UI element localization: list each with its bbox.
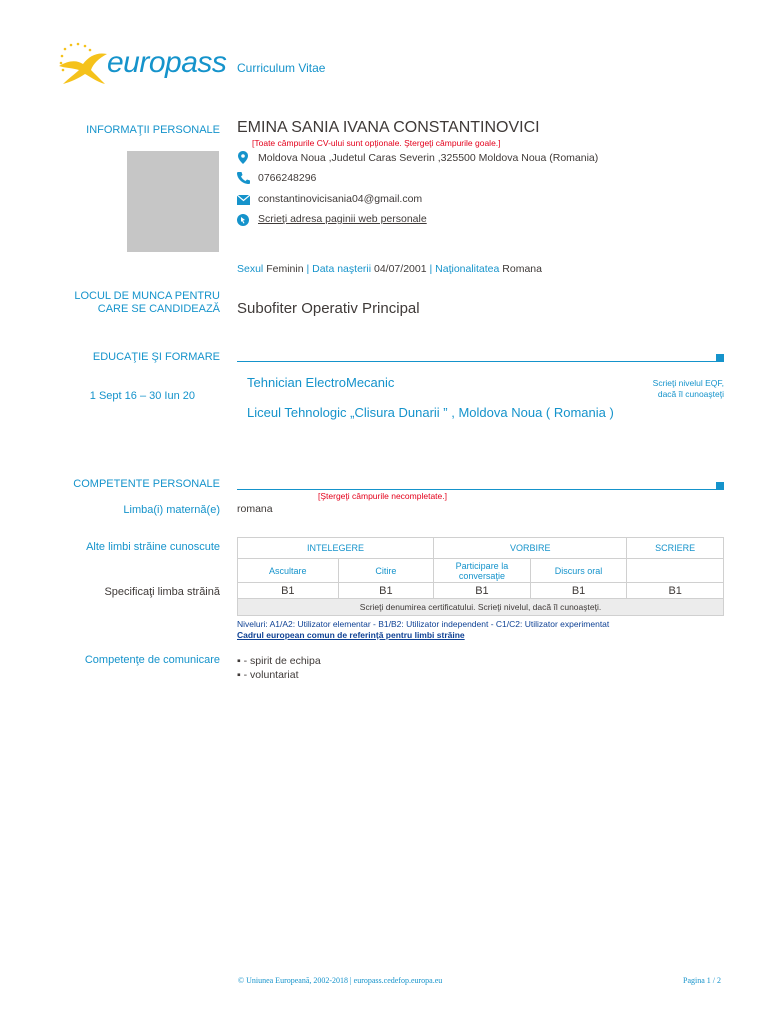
photo-placeholder <box>127 151 219 252</box>
sex-value: Feminin <box>266 263 304 275</box>
col-understanding: INTELEGERE <box>238 538 434 559</box>
eqf-note-line2: dacă îl cunoaşteţi <box>657 389 724 399</box>
section-marker <box>716 482 724 490</box>
section-competences-label: COMPETENTE PERSONALE <box>73 478 220 490</box>
footer-copyright: © Uniunea Europeană, 2002-2018 | europass.cedefop.europa.eu <box>238 976 443 985</box>
location-icon <box>238 151 248 164</box>
website-icon <box>237 214 249 226</box>
email[interactable]: constantinovicisania04@gmail.com <box>258 193 423 205</box>
mother-tongue-label: Limba(i) maternă(e) <box>123 504 220 516</box>
levels-legend: Niveluri: A1/A2: Utilizator elementar - B1/B2: Utilizator independent - C1/C2: Utilizator experimentat <box>237 619 610 629</box>
birth-label: Data naşterii <box>312 263 372 275</box>
footer-page: Pagina 1 / 2 <box>683 976 721 985</box>
level-production: B1 <box>530 583 627 599</box>
col-speaking: VORBIRE <box>434 538 627 559</box>
doc-title: Curriculum Vitae <box>237 61 326 75</box>
sex-label: Sexul <box>237 263 264 275</box>
eqf-note-line1: Scrieţi nivelul EQF, <box>652 378 724 388</box>
col-writing: SCRIERE <box>627 538 724 559</box>
job-label <box>30 290 220 316</box>
education-institution: Liceul Tehnologic „Clisura Dunarii ” , Moldova Noua ( Romania ) <box>247 405 614 420</box>
section-divider <box>237 361 717 362</box>
optional-note: [Toate câmpurile CV-ului sunt opţionale. Ştergeţi câmpurile goale.] <box>252 138 501 148</box>
candidate-name: EMINA SANIA IVANA CONSTANTINOVICI <box>237 119 540 136</box>
birth-value: 04/07/2001 <box>374 263 427 275</box>
personal-details-line <box>237 263 542 275</box>
section-education-label: EDUCAŢIE ŞI FORMARE <box>92 351 220 363</box>
section-personal-label: INFORMAŢII PERSONALE <box>86 124 220 136</box>
phone-icon <box>237 172 250 184</box>
level-writing: B1 <box>627 583 724 599</box>
other-langs-label: Alte limbi străine cunoscute <box>86 541 220 553</box>
education-dates: 1 Sept 16 – 30 Iun 20 <box>89 390 195 402</box>
sub-production: Discurs oral <box>530 559 627 583</box>
bullet: ▪ <box>237 669 244 681</box>
communication-list <box>237 654 321 682</box>
job-value: Subofiter Operativ Principal <box>237 300 420 317</box>
certificate-note: Scrieţi denumirea certificatului. Scrieţi nivelul, dacă îl cunoaşteţi. <box>238 599 724 616</box>
nationality-label: Naţionalitatea <box>435 263 500 275</box>
bullet: ▪ <box>237 655 244 667</box>
eqf-note <box>620 378 724 400</box>
list-item: ▪ - spirit de echipa <box>237 655 321 667</box>
mother-tongue-value: romana <box>237 503 273 515</box>
sub-reading: Citire <box>338 559 434 583</box>
language-table <box>237 537 724 616</box>
separator: | <box>306 263 310 275</box>
europass-logo <box>55 40 225 90</box>
section-divider <box>237 489 717 490</box>
list-item: ▪ - voluntariat <box>237 669 299 681</box>
level-interaction: B1 <box>434 583 531 599</box>
level-reading: B1 <box>338 583 434 599</box>
separator: | <box>429 263 433 275</box>
delete-note: [Ştergeţi câmpurile necompletate.] <box>318 491 447 501</box>
sub-listening: Ascultare <box>238 559 339 583</box>
website-link[interactable]: Scrieţi adresa paginii web personale <box>258 213 427 225</box>
nationality-value: Romana <box>502 263 542 275</box>
phone: 0766248296 <box>258 172 317 184</box>
level-listening: B1 <box>238 583 339 599</box>
cefr-link[interactable]: Cadrul european comun de referinţă pentru limbi străine <box>237 630 465 640</box>
sub-interaction: Participare la conversaţie <box>434 559 531 583</box>
address: Moldova Noua ,Judetul Caras Severin ,325500 Moldova Noua (Romania) <box>258 152 599 164</box>
job-label-line1: LOCUL DE MUNCA PENTRU <box>74 290 220 302</box>
specify-lang-label: Specificaţi limba străină <box>104 586 220 598</box>
education-qualification: Tehnician ElectroMecanic <box>247 375 395 390</box>
section-marker <box>716 354 724 362</box>
email-icon <box>237 195 250 205</box>
logo-text: europass <box>107 46 227 79</box>
job-label-line2: CARE SE CANDIDEAZĂ <box>97 303 220 315</box>
communication-label: Competenţe de comunicare <box>84 654 220 666</box>
sub-writing-empty <box>627 559 724 583</box>
